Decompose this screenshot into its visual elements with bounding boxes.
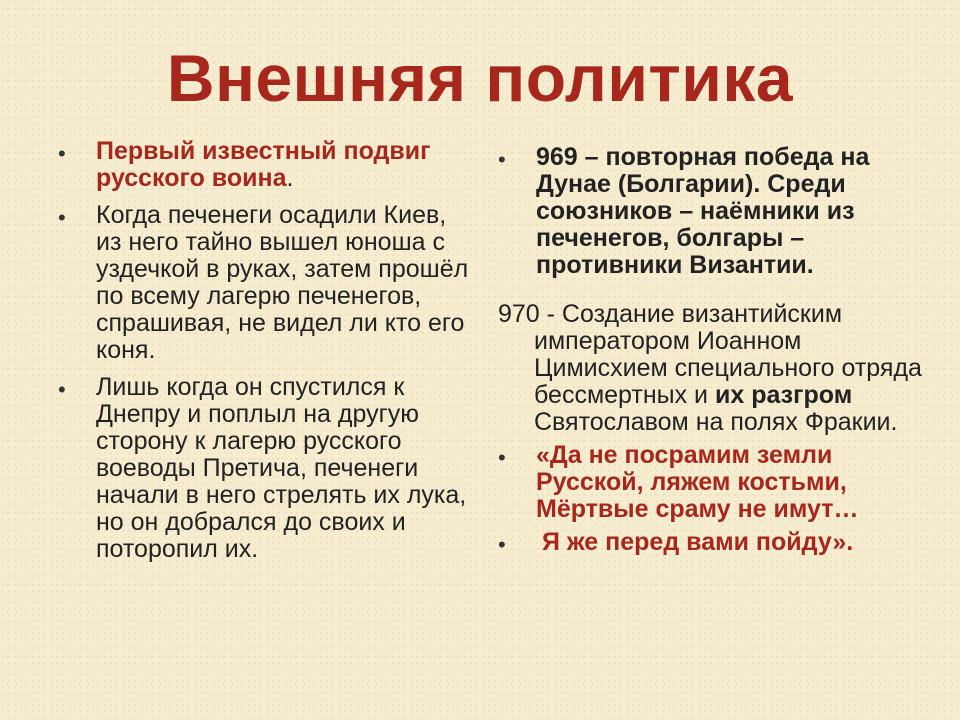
list-item — [498, 442, 938, 523]
left-column — [58, 138, 478, 563]
right-column — [498, 138, 938, 556]
list-item — [58, 138, 478, 192]
list-item — [498, 529, 938, 556]
emphasis-text: их разгром — [714, 381, 853, 409]
heading-period: . — [286, 164, 294, 192]
bullet-icon: • — [58, 141, 66, 166]
list-item — [498, 144, 938, 279]
bullet-icon: • — [58, 377, 66, 402]
bullet-icon: • — [58, 205, 66, 230]
slide-title: Внешняя политика — [166, 41, 794, 115]
paragraph-text: Святославом на полях Фракии. — [534, 408, 898, 436]
quote-text: Я же перед вами пойду». — [542, 528, 854, 556]
bullet-icon: • — [498, 532, 506, 557]
bullet-icon: • — [498, 445, 506, 470]
paragraph-text: Когда печенеги осадили Киев, из него тайно вышел юноша с уздечкой в руках, затем прошёл по всему лагерю печенегов, спрашивая, не видел ли кто его коня. — [96, 201, 469, 364]
heading-text: Первый известный подвиг русского воина — [96, 137, 431, 192]
quote-text: «Да не посрамим земли Русской, ляжем костьми, Мёртвые сраму не имут… — [536, 441, 859, 523]
list-item — [58, 374, 478, 563]
list-item — [58, 202, 478, 364]
paragraph-text: Лишь когда он спустился к Днепру и поплыл на другую сторону к лагерю русского воеводы Претича, печенеги начали в него стрелять их лука, но он добрался до своих и поторопил их. — [96, 373, 467, 563]
paragraph-970 — [498, 301, 938, 436]
paragraph-text: 970 - Создание византийским императором Иоанном Цимисхием специального отряда бессмертных и — [498, 300, 922, 409]
bullet-icon: • — [498, 147, 506, 172]
paragraph-text: 969 – повторная победа на Дунае (Болгарии). Среди союзников – наёмники из печенегов, болгары – противники Византии. — [536, 143, 870, 279]
